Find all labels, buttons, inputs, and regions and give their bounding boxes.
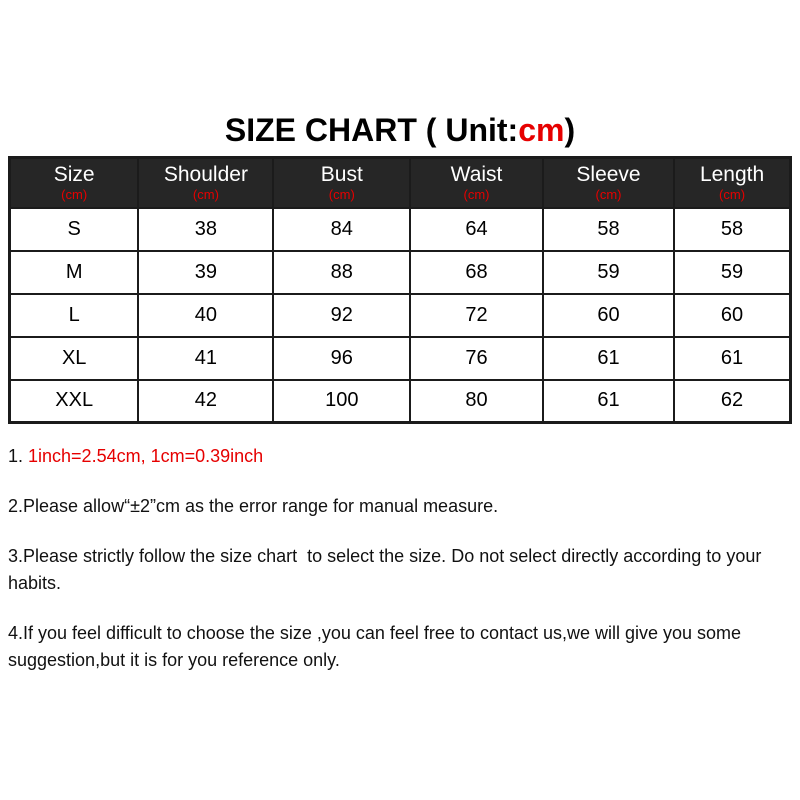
column-header-sleeve: [543, 158, 674, 208]
sleeve-value-cell: 60: [543, 294, 674, 337]
table-row-l: [10, 294, 791, 337]
column-label: Bust: [320, 163, 363, 187]
title-suffix: ): [564, 112, 576, 148]
table-row-xl: [10, 337, 791, 380]
size-label-cell: S: [10, 208, 139, 251]
column-unit-label: (cm): [595, 187, 622, 203]
length-value-cell: 58: [674, 208, 790, 251]
column-unit-label: (cm): [328, 187, 355, 203]
column-label: Shoulder: [163, 163, 248, 187]
waist-value-cell: 64: [410, 208, 543, 251]
page-title: [0, 112, 800, 149]
bust-value-cell: 92: [273, 294, 410, 337]
column-header-waist: [410, 158, 543, 208]
size-label-cell: XL: [10, 337, 139, 380]
column-unit-label: (cm): [719, 187, 746, 203]
column-label: Length: [699, 163, 765, 187]
column-header-length: [674, 158, 790, 208]
note-number: 1.: [8, 446, 29, 466]
column-unit-label: (cm): [61, 187, 88, 203]
column-header-size: [10, 158, 139, 208]
column-unit-label: (cm): [463, 187, 490, 203]
column-label: Waist: [450, 163, 503, 187]
column-label: Sleeve: [576, 163, 641, 187]
sleeve-value-cell: 59: [543, 251, 674, 294]
note-contact-us: 4.If you feel difficult to choose the size ,you can feel free to contact us,we will give you some suggestion,but it is for you reference only.: [8, 623, 747, 670]
length-value-cell: 62: [674, 380, 790, 423]
sleeve-value-cell: 58: [543, 208, 674, 251]
waist-value-cell: 76: [410, 337, 543, 380]
waist-value-cell: 68: [410, 251, 543, 294]
table-row-s: [10, 208, 791, 251]
bust-value-cell: 100: [273, 380, 410, 423]
waist-value-cell: 80: [410, 380, 543, 423]
shoulder-value-cell: 38: [138, 208, 273, 251]
bust-value-cell: 84: [273, 208, 410, 251]
length-value-cell: 59: [674, 251, 790, 294]
column-unit-label: (cm): [192, 187, 219, 203]
length-value-cell: 60: [674, 294, 790, 337]
size-label-cell: XXL: [10, 380, 139, 423]
note-conversion: [8, 443, 792, 470]
table-header-row: [10, 158, 791, 208]
size-label-cell: L: [10, 294, 139, 337]
shoulder-value-cell: 42: [138, 380, 273, 423]
bust-value-cell: 88: [273, 251, 410, 294]
title-text: SIZE CHART ( Unit:: [224, 112, 519, 148]
bust-value-cell: 96: [273, 337, 410, 380]
note-follow-chart: 3.Please strictly follow the size chart to select the size. Do not select directly according to your habits.: [8, 546, 767, 593]
notes-section: [8, 443, 792, 697]
shoulder-value-cell: 39: [138, 251, 273, 294]
size-chart-table: [8, 156, 792, 424]
column-header-bust: [273, 158, 410, 208]
column-label: Size: [53, 163, 95, 187]
title-unit: cm: [518, 112, 565, 148]
sleeve-value-cell: 61: [543, 337, 674, 380]
sleeve-value-cell: 61: [543, 380, 674, 423]
shoulder-value-cell: 40: [138, 294, 273, 337]
waist-value-cell: 72: [410, 294, 543, 337]
size-label-cell: M: [10, 251, 139, 294]
shoulder-value-cell: 41: [138, 337, 273, 380]
table-row-m: [10, 251, 791, 294]
column-header-shoulder: [138, 158, 273, 208]
table-row-xxl: [10, 380, 791, 423]
note-conversion-text: 1inch=2.54cm, 1cm=0.39inch: [28, 446, 264, 466]
note-error-range: 2.Please allow“±2”cm as the error range for manual measure.: [8, 496, 499, 516]
length-value-cell: 61: [674, 337, 790, 380]
